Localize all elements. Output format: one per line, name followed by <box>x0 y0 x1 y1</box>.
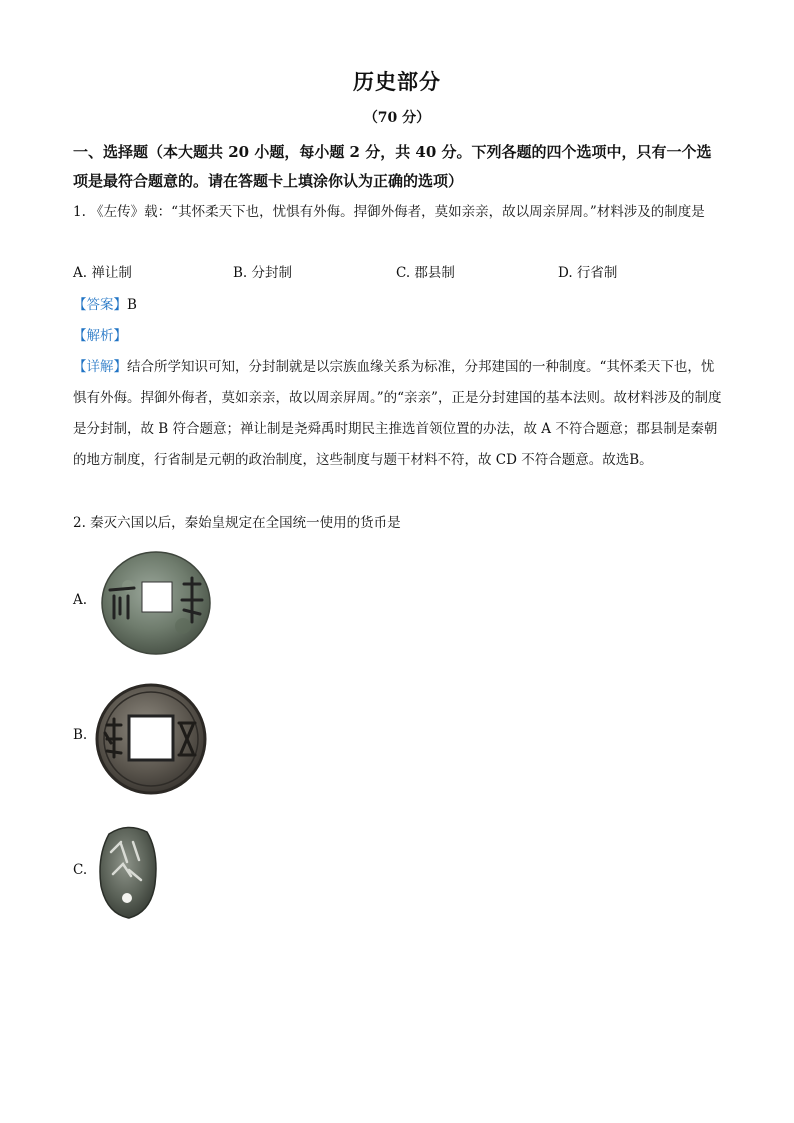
analysis-line <box>73 321 723 352</box>
detail-paragraph <box>73 352 723 476</box>
answer-value: B <box>127 297 137 313</box>
option-a[interactable]: A. 禅让制 <box>73 265 132 281</box>
option-b[interactable]: B. 分封制 <box>233 265 293 281</box>
option-d[interactable]: D. 行省制 <box>558 265 618 281</box>
detail-tag: 【详解】 <box>73 359 127 375</box>
section-score: （70 分） <box>363 110 431 126</box>
question-1-stem: 1. 《左传》载：“其怀柔天下也，忧惧有外侮。捍御外侮者，莫如亲亲，故以周亲屏周。”材料涉及的制度是 <box>73 204 705 220</box>
answer-line <box>73 290 723 321</box>
option-b-label: B. <box>73 727 88 743</box>
page-title: 历史部分 <box>353 69 441 94</box>
analysis-tag: 【解析】 <box>73 328 127 344</box>
answer-tag: 【答案】 <box>73 297 127 313</box>
option-c[interactable]: C. 郡县制 <box>396 265 455 281</box>
option-a-label: A. <box>73 592 88 608</box>
question-1-options <box>73 261 723 287</box>
section-heading: 一、选择题（本大题共 20 小题，每小题 2 分，共 40 分。下列各题的四个选项中，只有一个选项是最符合题意的。请在答题卡上填涂你认为正确的选项） <box>73 143 712 190</box>
question-2-stem: 2. 秦灭六国以后，秦始皇规定在全国统一使用的货币是 <box>73 515 401 531</box>
detail-text: 结合所学知识可知，分封制就是以宗族血缘关系为标准，分邦建国的一种制度。“其怀柔天下也，忧惧有外侮。捍御外侮者，莫如亲亲，故以周亲屏周。”的“亲亲”，正是分封建国的基本法则。故材料涉及的制度是分封制，故 B 符合题意；禅让制是尧舜禹时期民主推选首领位置的办法，故 A 不符合题意；郡县制是秦朝的地方制度，行省制是元朝的政治制度，这些制度与题干材料不符，故 CD 不符合题意。故选B。 <box>73 359 722 468</box>
banliang-coin-image <box>98 548 214 658</box>
option-c-label: C. <box>73 862 88 878</box>
wuzhu-coin-image <box>93 683 209 795</box>
antnose-coin-image <box>93 822 163 922</box>
